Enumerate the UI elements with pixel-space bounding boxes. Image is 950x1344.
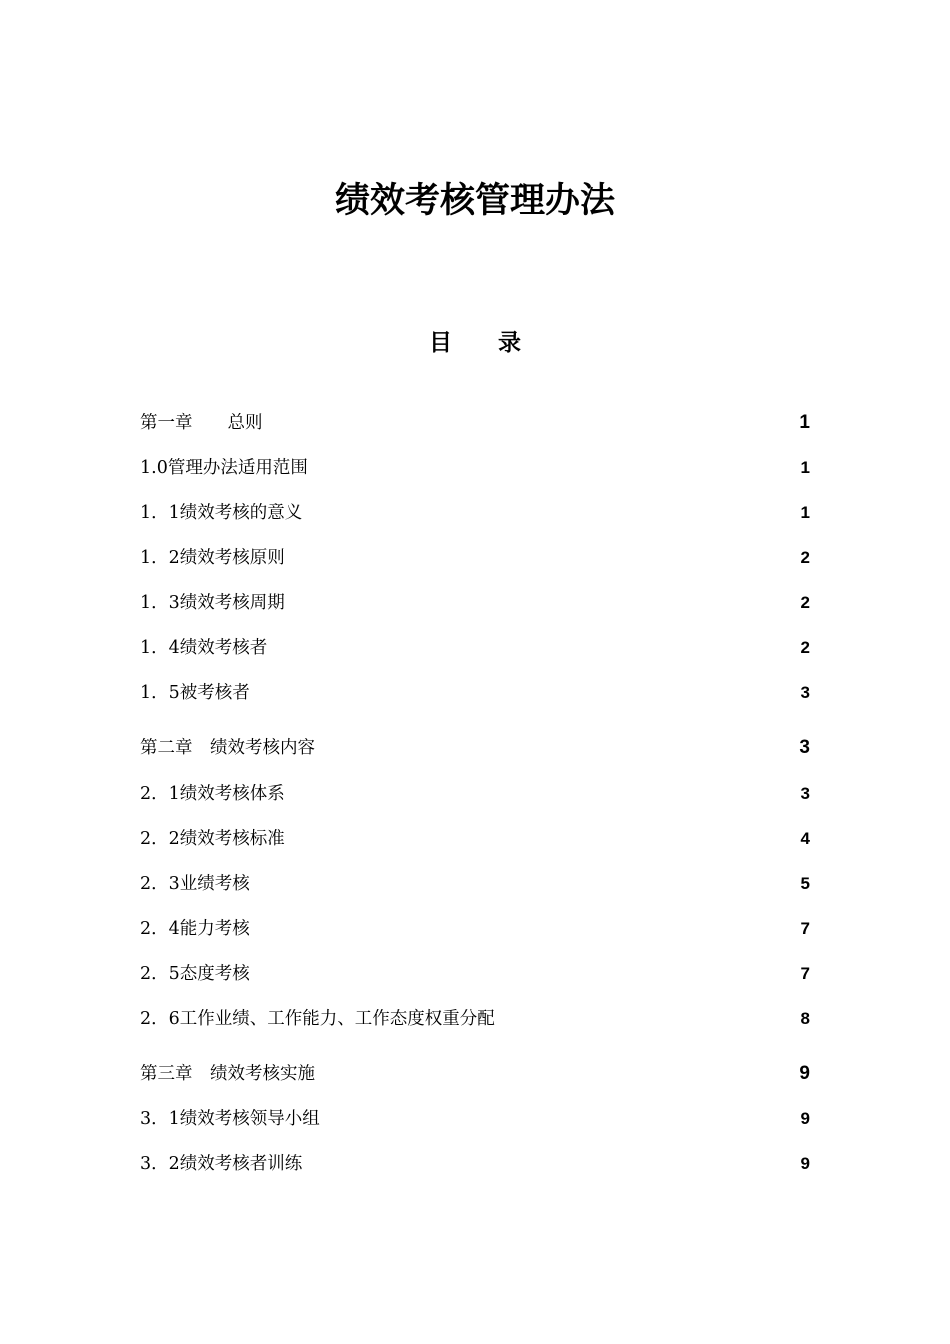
toc-page-number: 2 <box>800 548 810 567</box>
toc-entry-title: 第二章 绩效考核内容 <box>140 738 315 758</box>
toc-entry-title: 2．4能力考核 <box>140 919 250 939</box>
toc-page-number: 9 <box>800 1109 810 1128</box>
toc-entry-title: 第三章 绩效考核实施 <box>140 1064 315 1084</box>
toc-section-entry[interactable] <box>140 453 810 483</box>
toc-chapter-entry[interactable] <box>140 408 810 438</box>
document-title: 绩效考核管理办法 <box>334 181 615 221</box>
toc-entry-title: 1．1绩效考核的意义 <box>140 503 303 523</box>
toc-entry-title: 2．1绩效考核体系 <box>140 784 285 804</box>
toc-section-entry[interactable] <box>140 824 810 854</box>
toc-page-number: 1 <box>800 458 810 477</box>
toc-page-number: 2 <box>800 593 810 612</box>
toc-page-number: 4 <box>800 829 810 848</box>
toc-page-number: 3 <box>799 737 810 758</box>
toc-entry-title: 1.0管理办法适用范围 <box>140 458 308 478</box>
toc-page-number: 5 <box>800 874 810 893</box>
toc-section-entry[interactable] <box>140 869 810 899</box>
toc-section-entry[interactable] <box>140 779 810 809</box>
toc-page-number: 1 <box>800 503 810 522</box>
toc-page-number: 2 <box>800 638 810 657</box>
toc-section-entry[interactable] <box>140 588 810 618</box>
toc-entry-title: 2．5态度考核 <box>140 964 250 984</box>
toc-entry-title: 1．5被考核者 <box>140 683 250 703</box>
toc-section-entry[interactable] <box>140 1149 810 1179</box>
toc-entry-title: 1．2绩效考核原则 <box>140 548 285 568</box>
toc-section-entry[interactable] <box>140 1004 810 1034</box>
toc-page-number: 3 <box>800 683 810 702</box>
toc-entry-title: 第一章 总则 <box>140 413 263 433</box>
toc-entry-title: 2．3业绩考核 <box>140 874 250 894</box>
toc-entry-title: 3．2绩效考核者训练 <box>140 1154 303 1174</box>
toc-section-entry[interactable] <box>140 959 810 989</box>
toc-chapter-entry[interactable] <box>140 733 810 763</box>
toc-page-number: 3 <box>800 784 810 803</box>
toc-entry-title: 2．6工作业绩、工作能力、工作态度权重分配 <box>140 1009 495 1029</box>
toc-page-number: 7 <box>800 964 810 983</box>
toc-section-entry[interactable] <box>140 543 810 573</box>
toc-section-entry[interactable] <box>140 678 810 708</box>
toc-entry-title: 2．2绩效考核标准 <box>140 829 285 849</box>
toc-section-entry[interactable] <box>140 633 810 663</box>
toc-section-entry[interactable] <box>140 1104 810 1134</box>
toc-page-number: 1 <box>799 412 810 433</box>
toc-entry-title: 3．1绩效考核领导小组 <box>140 1109 320 1129</box>
toc-heading: 目 录 <box>429 329 521 356</box>
toc-section-entry[interactable] <box>140 498 810 528</box>
toc-entry-title: 1．4绩效考核者 <box>140 638 268 658</box>
toc-entry-title: 1．3绩效考核周期 <box>140 593 285 613</box>
toc-page-number: 8 <box>800 1009 810 1028</box>
toc-page-number: 7 <box>800 919 810 938</box>
toc-chapter-entry[interactable] <box>140 1059 810 1089</box>
toc-section-entry[interactable] <box>140 914 810 944</box>
toc-page-number: 9 <box>799 1063 810 1084</box>
toc-page-number: 9 <box>800 1154 810 1173</box>
